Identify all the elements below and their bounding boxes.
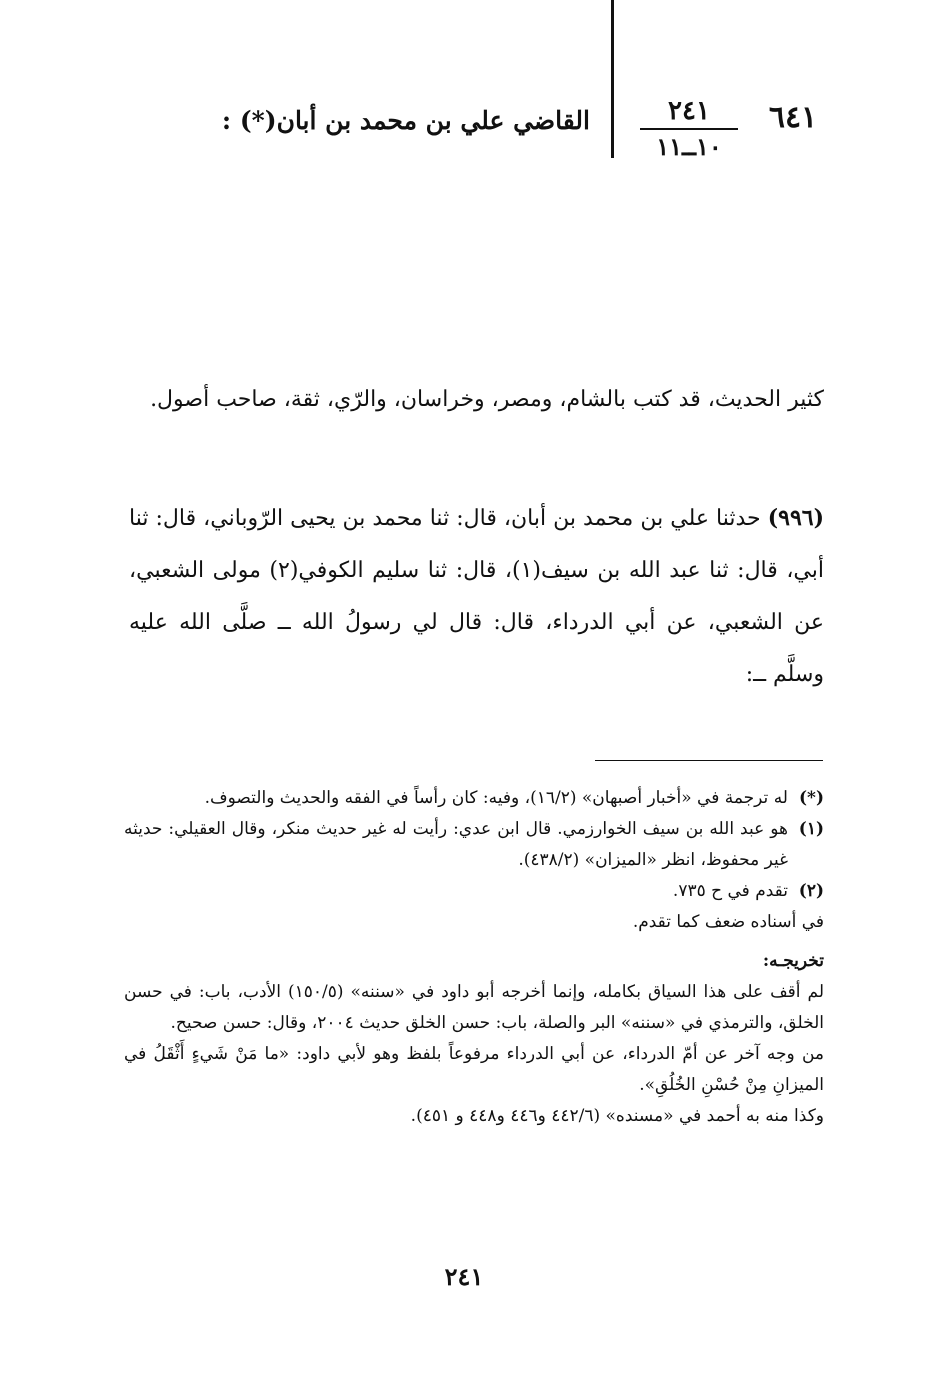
footnotes [124, 783, 824, 1132]
footnote-text: تقدم في ح ٧٣٥. [672, 881, 788, 901]
fraction-bar [640, 128, 738, 130]
takhrij-paragraph: لم أقف على هذا السياق بكامله، وإنما أخرجه أبو داود في «سننه» (١٥٠/٥) الأدب، باب: في حسن الخلق، والترمذي في «سننه» البر والصلة، باب: حسن الخلق حديث ٢٠٠٤، وقال: حسن صحيح. [124, 982, 825, 1033]
header-vertical-rule [611, 0, 614, 158]
takhrij-paragraph: وكذا منه به أحمد في «مسنده» (٤٤٢/٦ و٤٤٦ و٤٤٨ و ٤٥١). [410, 1106, 824, 1126]
fraction-top: ٢٤١ [668, 96, 710, 126]
hadith-text: حدثنا علي بن محمد بن أبان، قال: ثنا محمد بن يحيى الرّوباني، قال: ثنا أبي، قال: ثنا عبد الله بن سيف(١)، قال: ثنا سليم الكوفي(٢) مولى الشعبي، عن الشعبي، عن أبي الدرداء، قال: قال لي رسولُ الله ــ صلَّى الله عليه وسلَّم ــ: [129, 506, 824, 687]
entry-title: القاضي علي بن محمد بن أبان(*) : [221, 106, 590, 135]
footnote-marker: (٢) [798, 881, 824, 901]
takhrij-heading: تخريجـه: [762, 951, 824, 971]
biography-paragraph: كثير الحديث، قد كتب بالشام، ومصر، وخراسان، والرّي، ثقة، صاحب أصول. [150, 387, 824, 412]
footnote-text: هو عبد الله بن سيف الخوارزمي. قال ابن عدي: رأيت له غير حديث منكر، وقال العقيلي: حديثه غير محفوظ، انظر «الميزان» (٤٣٨/٢). [124, 819, 788, 870]
footnote-item [124, 814, 824, 876]
footnote-item [124, 876, 824, 907]
fraction-bottom: ١٠ــ١١ [656, 132, 722, 161]
hadith-paragraph [129, 492, 824, 701]
page-number: ٢٤١ [444, 1262, 484, 1291]
footnote-separator [595, 760, 823, 761]
entry-fraction [634, 96, 744, 162]
footnote-marker: (١) [798, 819, 824, 839]
footnote-text: له ترجمة في «أخبار أصبهان» (١٦/٢)، وفيه: كان رأساً في الفقه والحديث والتصوف. [204, 788, 788, 808]
entry-number: ٦٤١ [768, 100, 818, 135]
footnote-marker: (*) [799, 788, 824, 808]
hadith-number: (٩٩٦) [767, 505, 824, 531]
isnad-note: في أسناده ضعف كما تقدم. [632, 912, 824, 932]
takhrij-paragraph: من وجه آخر عن أمّ الدرداء، عن أبي الدرداء مرفوعاً بلفظ وهو لأبي داود: «ما مَنْ شَيءٍ أَثْقَلُ في الميزانِ مِنْ حُسْنِ الخُلُقِ». [124, 1044, 824, 1095]
footnote-item [124, 783, 824, 814]
